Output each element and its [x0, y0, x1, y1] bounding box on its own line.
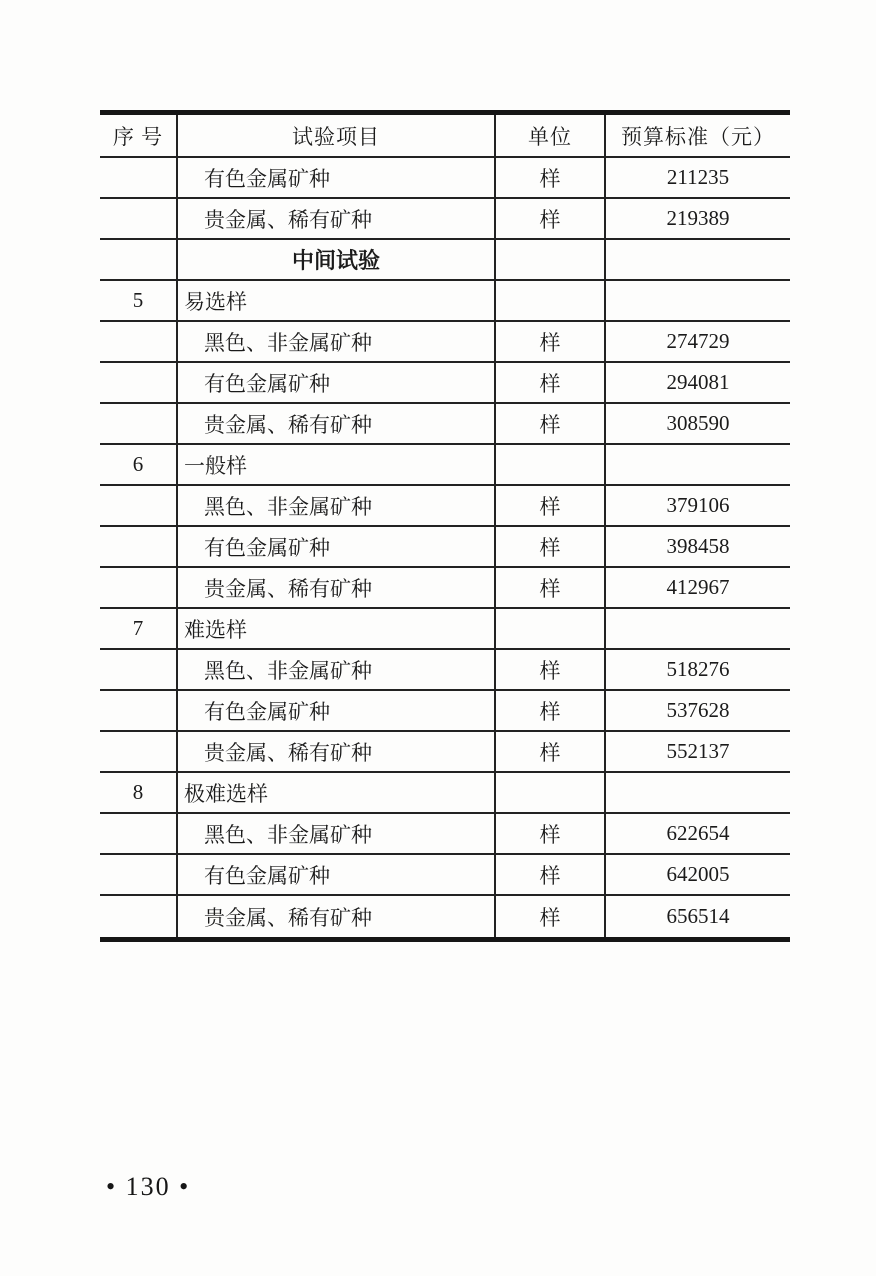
- cell-unit: 样: [496, 568, 606, 609]
- cell-budget-value: 412967: [606, 568, 790, 609]
- cell-unit: 样: [496, 322, 606, 363]
- cell-test-item: 难选样: [178, 609, 496, 650]
- cell-unit: [496, 445, 606, 486]
- table-row: [100, 240, 790, 281]
- cell-test-item: 黑色、非金属矿种: [178, 486, 496, 527]
- cell-serial-number: [100, 896, 178, 937]
- cell-serial-number: [100, 568, 178, 609]
- cell-test-item: 贵金属、稀有矿种: [178, 568, 496, 609]
- table-row: [100, 527, 790, 568]
- cell-test-item: 极难选样: [178, 773, 496, 814]
- cell-test-item: 有色金属矿种: [178, 691, 496, 732]
- cell-serial-number: 6: [100, 445, 178, 486]
- cell-unit: [496, 281, 606, 322]
- cell-serial-number: [100, 855, 178, 896]
- cell-test-item: 贵金属、稀有矿种: [178, 896, 496, 937]
- table-row: [100, 199, 790, 240]
- cell-budget-value: [606, 240, 790, 281]
- cell-serial-number: [100, 240, 178, 281]
- cell-serial-number: [100, 732, 178, 773]
- cell-unit: 样: [496, 896, 606, 937]
- cell-test-item: 有色金属矿种: [178, 363, 496, 404]
- cell-test-item: 黑色、非金属矿种: [178, 322, 496, 363]
- cell-unit: 样: [496, 855, 606, 896]
- cell-budget-value: 537628: [606, 691, 790, 732]
- header-unit: 单位: [496, 115, 606, 158]
- table-row: [100, 158, 790, 199]
- table-row: [100, 814, 790, 855]
- table-row: [100, 855, 790, 896]
- cell-budget-value: 398458: [606, 527, 790, 568]
- cell-serial-number: [100, 527, 178, 568]
- cell-budget-value: 274729: [606, 322, 790, 363]
- table-row: [100, 773, 790, 814]
- page-number: • 130 •: [106, 1172, 191, 1201]
- cell-serial-number: [100, 404, 178, 445]
- cell-serial-number: 7: [100, 609, 178, 650]
- cell-unit: 样: [496, 527, 606, 568]
- cell-budget-value: 642005: [606, 855, 790, 896]
- table-row: [100, 896, 790, 937]
- cell-serial-number: [100, 199, 178, 240]
- cell-unit: [496, 240, 606, 281]
- table-row: [100, 404, 790, 445]
- cell-budget-value: 622654: [606, 814, 790, 855]
- cell-test-item: 贵金属、稀有矿种: [178, 732, 496, 773]
- cell-unit: 样: [496, 199, 606, 240]
- cell-unit: 样: [496, 650, 606, 691]
- cell-unit: [496, 773, 606, 814]
- cell-budget-value: 379106: [606, 486, 790, 527]
- table-row: [100, 691, 790, 732]
- cell-test-item: 中间试验: [178, 240, 496, 281]
- table-row: [100, 486, 790, 527]
- cell-budget-value: [606, 281, 790, 322]
- table-row: [100, 363, 790, 404]
- cell-serial-number: [100, 363, 178, 404]
- table-row: [100, 281, 790, 322]
- table-row: [100, 650, 790, 691]
- cell-serial-number: 8: [100, 773, 178, 814]
- cell-test-item: 易选样: [178, 281, 496, 322]
- cell-serial-number: [100, 691, 178, 732]
- cell-serial-number: [100, 158, 178, 199]
- table-row: [100, 732, 790, 773]
- header-serial-number: 序 号: [100, 115, 178, 158]
- header-budget-standard: 预算标准（元）: [606, 115, 790, 158]
- table-row: [100, 609, 790, 650]
- cell-unit: 样: [496, 404, 606, 445]
- table-header: [100, 115, 790, 158]
- budget-table-body: [100, 158, 790, 937]
- budget-table: [100, 110, 790, 942]
- cell-budget-value: [606, 609, 790, 650]
- cell-unit: 样: [496, 158, 606, 199]
- cell-budget-value: 219389: [606, 199, 790, 240]
- cell-serial-number: [100, 486, 178, 527]
- cell-test-item: 有色金属矿种: [178, 527, 496, 568]
- cell-budget-value: [606, 445, 790, 486]
- cell-budget-value: [606, 773, 790, 814]
- cell-budget-value: 211235: [606, 158, 790, 199]
- cell-serial-number: [100, 814, 178, 855]
- cell-test-item: 有色金属矿种: [178, 158, 496, 199]
- cell-unit: 样: [496, 486, 606, 527]
- cell-test-item: 贵金属、稀有矿种: [178, 404, 496, 445]
- table-row: [100, 322, 790, 363]
- cell-test-item: 贵金属、稀有矿种: [178, 199, 496, 240]
- cell-budget-value: 656514: [666, 904, 730, 928]
- cell-serial-number: 5: [100, 281, 178, 322]
- cell-unit: [496, 609, 606, 650]
- table-row: [100, 568, 790, 609]
- cell-test-item: 一般样: [178, 445, 496, 486]
- cell-test-item: 黑色、非金属矿种: [178, 814, 496, 855]
- cell-unit: 样: [496, 691, 606, 732]
- cell-serial-number: [100, 322, 178, 363]
- cell-budget-value: 294081: [606, 363, 790, 404]
- cell-serial-number: [100, 650, 178, 691]
- cell-budget-value: 552137: [606, 732, 790, 773]
- cell-unit: 样: [496, 814, 606, 855]
- table-row: [100, 445, 790, 486]
- cell-unit: 样: [496, 732, 606, 773]
- header-test-item: 试验项目: [178, 115, 496, 158]
- cell-budget-value: 308590: [606, 404, 790, 445]
- cell-test-item: 有色金属矿种: [178, 855, 496, 896]
- table-header-row: [100, 115, 790, 158]
- cell-unit: 样: [496, 363, 606, 404]
- cell-budget-value: 518276: [606, 650, 790, 691]
- cell-test-item: 黑色、非金属矿种: [178, 650, 496, 691]
